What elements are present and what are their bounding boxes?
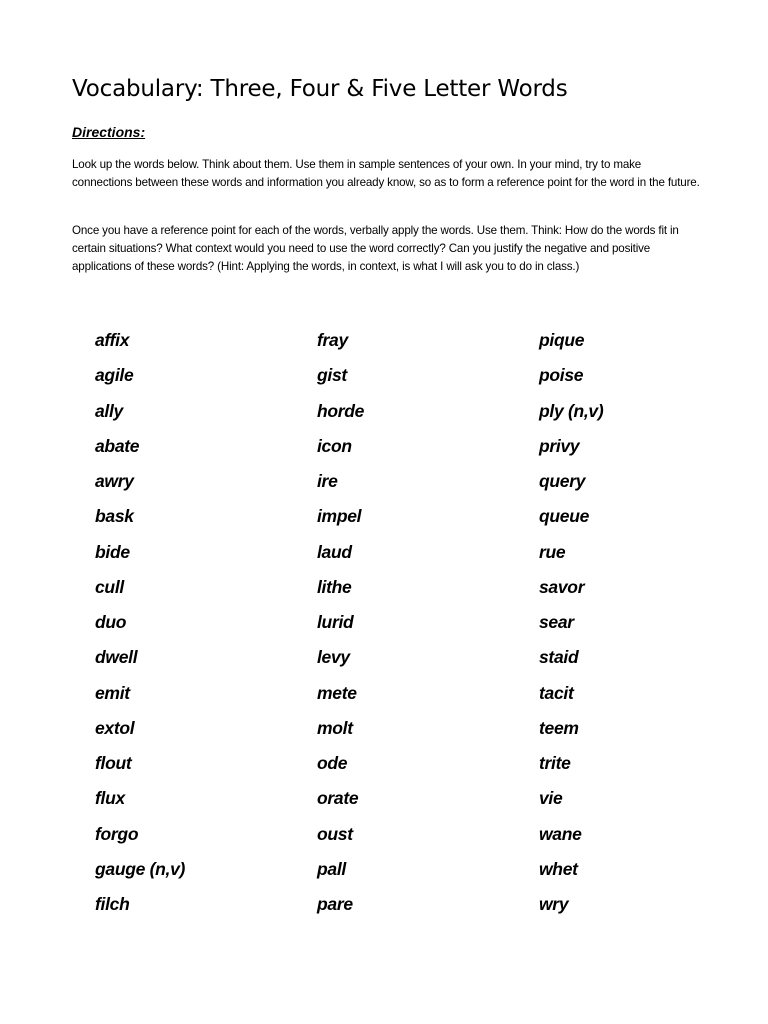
vocabulary-word: teem <box>539 717 579 738</box>
vocabulary-word: privy <box>539 435 580 456</box>
word-column-2 <box>317 323 539 922</box>
vocabulary-word: pall <box>317 858 346 879</box>
vocabulary-word: flout <box>95 753 132 773</box>
vocabulary-word: wane <box>539 823 582 844</box>
vocabulary-word: cull <box>95 576 124 597</box>
vocabulary-word: forgo <box>95 823 139 844</box>
vocabulary-word: horde <box>317 400 365 421</box>
page-title: Vocabulary: Three, Four & Five Letter Words <box>72 76 568 102</box>
vocabulary-word: levy <box>317 647 350 668</box>
vocabulary-word: savor <box>539 576 585 597</box>
vocabulary-word: icon <box>317 435 352 456</box>
vocabulary-word: lurid <box>317 612 354 632</box>
vocabulary-word: ply (n,v) <box>539 400 604 421</box>
vocabulary-word: lithe <box>317 576 352 597</box>
word-column-3 <box>539 323 735 922</box>
vocabulary-word: staid <box>539 647 579 668</box>
directions-paragraph-1: Look up the words below. Think about them. Use them in sample sentences of your own. In your mind, try to make connections between these words and information you already know, so as to form a reference point for the word in the future. <box>72 158 700 189</box>
vocabulary-word: trite <box>539 753 571 773</box>
vocabulary-word: ode <box>317 753 348 773</box>
vocabulary-word: oust <box>317 823 353 844</box>
directions-paragraph-2: Once you have a reference point for each of the words, verbally apply the words. Use them. Think: How do the words fit in certain situations? What context would you need to use the word correctly? Can you justify the negative and positive applications of these words? (Hint: Applying the words, in context, is what I will ask you to do in class.) <box>72 224 679 273</box>
vocabulary-word: affix <box>95 330 130 350</box>
vocabulary-word: pare <box>317 894 353 914</box>
vocabulary-word: wry <box>539 894 569 914</box>
vocabulary-word: query <box>539 471 586 491</box>
vocabulary-word: tacit <box>539 682 574 703</box>
vocabulary-word: awry <box>95 471 134 491</box>
vocabulary-word: orate <box>317 788 359 809</box>
vocabulary-word: extol <box>95 717 135 738</box>
vocabulary-word: impel <box>317 506 362 527</box>
directions-heading: Directions: <box>72 124 146 140</box>
vocabulary-word: mete <box>317 682 357 703</box>
vocabulary-word: ire <box>317 471 338 491</box>
vocabulary-word: filch <box>95 894 130 914</box>
vocabulary-word: abate <box>95 435 140 456</box>
vocabulary-word: vie <box>539 788 563 809</box>
vocabulary-word: dwell <box>95 647 138 668</box>
vocabulary-word: poise <box>539 365 584 386</box>
vocabulary-word: queue <box>539 506 590 527</box>
vocabulary-word: rue <box>539 541 566 562</box>
vocabulary-word: agile <box>95 365 134 386</box>
vocabulary-word: duo <box>95 612 127 632</box>
vocabulary-word: emit <box>95 682 130 703</box>
vocabulary-word: bask <box>95 506 134 527</box>
vocabulary-word: pique <box>539 330 585 350</box>
vocabulary-word: laud <box>317 541 352 562</box>
vocabulary-word: sear <box>539 612 574 632</box>
vocabulary-word: fray <box>317 330 348 350</box>
vocabulary-word: ally <box>95 400 123 421</box>
vocabulary-word: gauge (n,v) <box>95 858 186 879</box>
vocabulary-word: flux <box>95 788 125 809</box>
word-column-1 <box>95 323 317 922</box>
vocabulary-word: molt <box>317 717 353 738</box>
vocabulary-word: whet <box>539 858 578 879</box>
vocabulary-word: bide <box>95 541 130 562</box>
vocabulary-word: gist <box>317 365 347 386</box>
vocabulary-word-list <box>95 323 735 922</box>
